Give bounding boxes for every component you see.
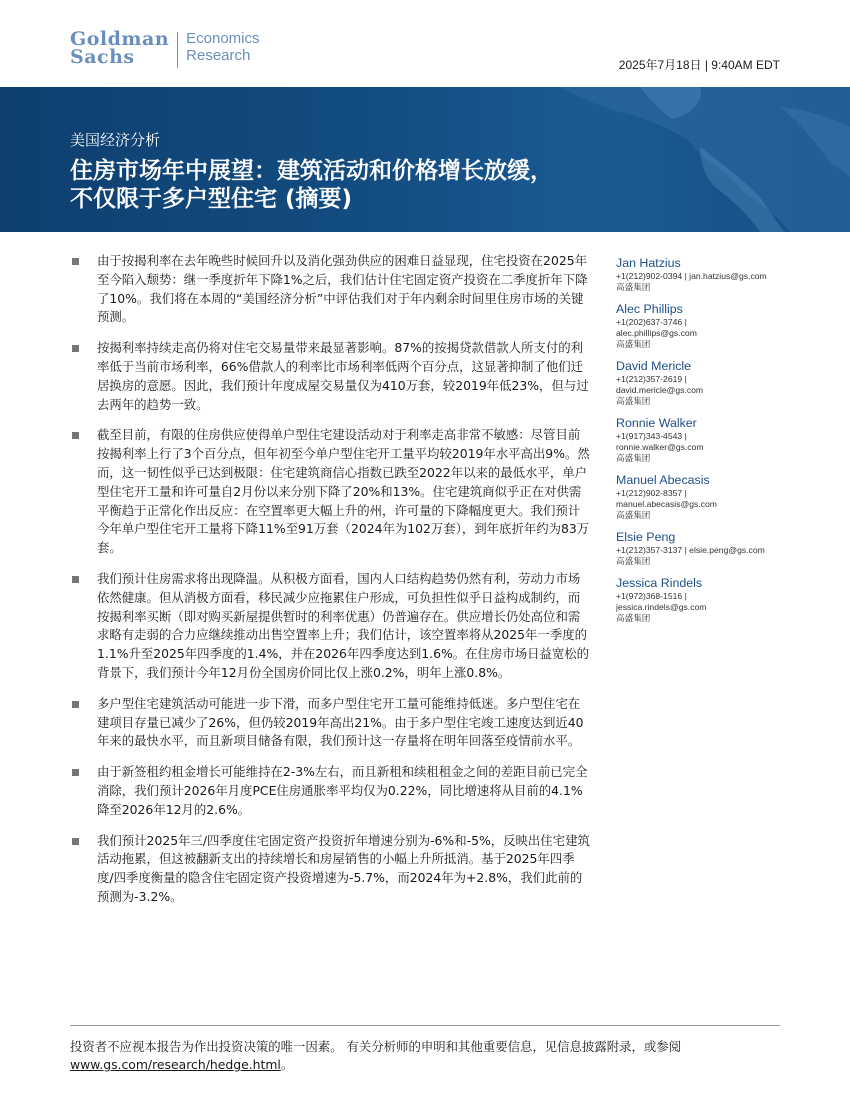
author-firm: 高盛集团 — [616, 396, 651, 406]
author-email[interactable]: ronnie.walker@gs.com — [616, 442, 704, 452]
author-phone: +1(202)637-3746 | — [616, 317, 687, 327]
author-jessica-rindels — [616, 576, 786, 624]
bullet-item — [70, 252, 590, 327]
author-elsie-peng — [616, 530, 786, 567]
disclaimer-end: 。 — [280, 1057, 294, 1072]
logo-subtitle — [186, 30, 259, 64]
title-banner — [0, 87, 850, 232]
author-contact[interactable]: +1(212)902-0394 | jan.hatzius@gs.com — [616, 271, 767, 281]
author-name: Jan Hatzius — [616, 256, 681, 270]
author-firm: 高盛集团 — [616, 556, 651, 566]
square-bullet-icon — [72, 258, 79, 265]
disclosure-link[interactable]: www.gs.com/research/hedge.html — [70, 1057, 281, 1072]
author-manuel-abecasis — [616, 473, 786, 521]
disclaimer-text: 投资者不应视本报告为作出投资决策的唯一因素。 有关分析师的申明和其他重要信息，见信息披露附录，或参阅 — [70, 1039, 682, 1054]
author-email[interactable]: alec.phillips@gs.com — [616, 328, 697, 338]
bullet-item — [70, 426, 590, 558]
logo-right2: Research — [186, 47, 251, 64]
author-email[interactable]: david.mericle@gs.com — [616, 385, 704, 395]
square-bullet-icon — [72, 345, 79, 352]
square-bullet-icon — [72, 701, 79, 708]
bullet-text: 我们预计住房需求将出现降温。从积极方面看，国内人口结构趋势仍然有利，劳动力市场依然健康。但从消极方面看，移民减少应拖累住户形成，可负担性似乎日益构成制约，而按揭利率买断（即对购买新屋提供暂时的利率优惠）仍普遍存在。供应增长仍处高位和需求略有走弱的合力应继续推动出售空置率上升；我们估计，该空置率将从2025年一季度的1.1%升至2025年四季度的1.4%，并在2026年四季度达到1.6%。在住房市场日益宽松的背景下，我们预计今年12月份全国房价同比仅上涨0.2%，明年上涨0.8%。 — [97, 570, 590, 680]
report-title — [70, 157, 710, 213]
author-name: Ronnie Walker — [616, 416, 697, 430]
report-title-line2: 不仅限于多户型住宅 (摘要) — [70, 186, 353, 212]
bullet-text: 我们预计2025年三/四季度住宅固定资产投资折年增速分别为-6%和-5%，反映出住宅建筑活动拖累，但这被翻新支出的持续增长和房屋销售的小幅上升所抵消。基于2025年四季度/四季度衡量的隐含住宅固定资产投资增速为-5.7%，而2024年为+2.8%，我们此前的预测为-3.2%。 — [97, 832, 590, 904]
author-name: David Mericle — [616, 359, 692, 373]
bullet-item — [70, 695, 590, 751]
bullet-text: 按揭利率持续走高仍将对住宅交易量带来最显著影响。87%的按揭贷款借款人所支付的利率低于当前市场利率，66%借款人的利率比市场利率低两个百分点，这显著抑制了他们迁居换房的意愿。因此，我们预计年度成屋交易量仅为410万套，较2019年低23%，但与过去两年的趋势一致。 — [97, 340, 589, 412]
bullet-text: 多户型住宅建筑活动可能进一步下滑，而多户型住宅开工量可能维持低迷。多户型住宅在建项目存量已减少了26%，但仍较2019年高出21%。由于多户型住宅竣工速度达到近40年来的最快水平，而且新项目储备有限，我们预计这一存量将在明年回落至疫情前水平。 — [97, 695, 584, 749]
bullet-item — [70, 763, 590, 819]
bullet-text: 截至目前，有限的住房供应使得单户型住宅建设活动对于利率走高非常不敏感：尽管目前按揭利率上行了3个百分点，但年初至今单户型住宅开工量平均较2019年水平高出9%。然而，这一韧性似乎已达到极限：住宅建筑商信心指数已跌至2022年以来的最低水平，单户型住宅开工量和许可量自2月份以来分别下降了20%和13%。住宅建筑商似乎正在对供需平衡趋于正常化作出反应：在空置率更大幅上升的州，许可量的下降幅度更大。我们预计今年单户型住宅开工量将下降11%至91万套（2024年为102万套），到年底折年约为83万套。 — [97, 427, 590, 556]
author-name: Alec Phillips — [616, 302, 683, 316]
report-date: 2025年7月18日 | 9:40AM EDT — [618, 58, 780, 72]
disclaimer — [70, 1038, 790, 1074]
goldman-sachs-logo — [70, 30, 260, 70]
author-firm: 高盛集团 — [616, 453, 651, 463]
bullet-item — [70, 832, 590, 907]
logo-wordmark — [70, 30, 169, 66]
author-email[interactable]: jessica.rindels@gs.com — [616, 602, 707, 612]
square-bullet-icon — [72, 769, 79, 776]
author-firm: 高盛集团 — [616, 510, 651, 520]
author-contact[interactable]: +1(212)357-3137 | elsie.peng@gs.com — [616, 545, 765, 555]
author-ronnie-walker — [616, 416, 786, 464]
summary-bullets — [70, 252, 590, 919]
author-email[interactable]: manuel.abecasis@gs.com — [616, 499, 717, 509]
author-firm: 高盛集团 — [616, 613, 651, 623]
report-title-line1: 住房市场年中展望：建筑活动和价格增长放缓， — [70, 158, 553, 184]
author-phone: +1(212)357-2619 | — [616, 374, 687, 384]
bullet-text: 由于新签租约租金增长可能维持在2-3%左右，而且新租和续租租金之间的差距目前已完全消除，我们预计2026年月度PCE住房通胀率平均仅为0.22%，同比增速将从目前的4.1%降至2026年12月的2.6%。 — [97, 764, 588, 817]
author-alec-phillips — [616, 302, 786, 350]
bullet-text: 由于按揭利率在去年晚些时候回升以及消化强劲供应的困难日益显现，住宅投资在2025年至今陷入颓势：继一季度折年下降1%之后，我们估计住宅固定资产投资在二季度折年下降了10%。我们将在本周的“美国经济分析”中评估我们对于年内剩余时间里住房市场的关键预测。 — [97, 253, 588, 325]
author-firm: 高盛集团 — [616, 282, 651, 292]
square-bullet-icon — [72, 838, 79, 845]
author-firm: 高盛集团 — [616, 339, 651, 349]
logo-right1: Economics — [186, 30, 260, 47]
author-phone: +1(917)343-4543 | — [616, 431, 687, 441]
square-bullet-icon — [72, 432, 79, 439]
bullet-item — [70, 570, 590, 683]
author-phone: +1(212)902-8357 | — [616, 488, 687, 498]
square-bullet-icon — [72, 576, 79, 583]
author-david-mericle — [616, 359, 786, 407]
logo-line1: Goldman — [70, 28, 170, 50]
author-list — [616, 256, 786, 633]
author-name: Manuel Abecasis — [616, 473, 710, 487]
logo-divider — [177, 32, 178, 68]
banner-subtitle: 美国经济分析 — [70, 131, 161, 149]
author-jan-hatzius — [616, 256, 786, 293]
author-phone: +1(972)368-1516 | — [616, 591, 687, 601]
logo-line2: Sachs — [70, 46, 135, 68]
footer-divider — [70, 1025, 780, 1026]
bullet-item — [70, 339, 590, 414]
author-name: Elsie Peng — [616, 530, 676, 544]
author-name: Jessica Rindels — [616, 576, 703, 590]
